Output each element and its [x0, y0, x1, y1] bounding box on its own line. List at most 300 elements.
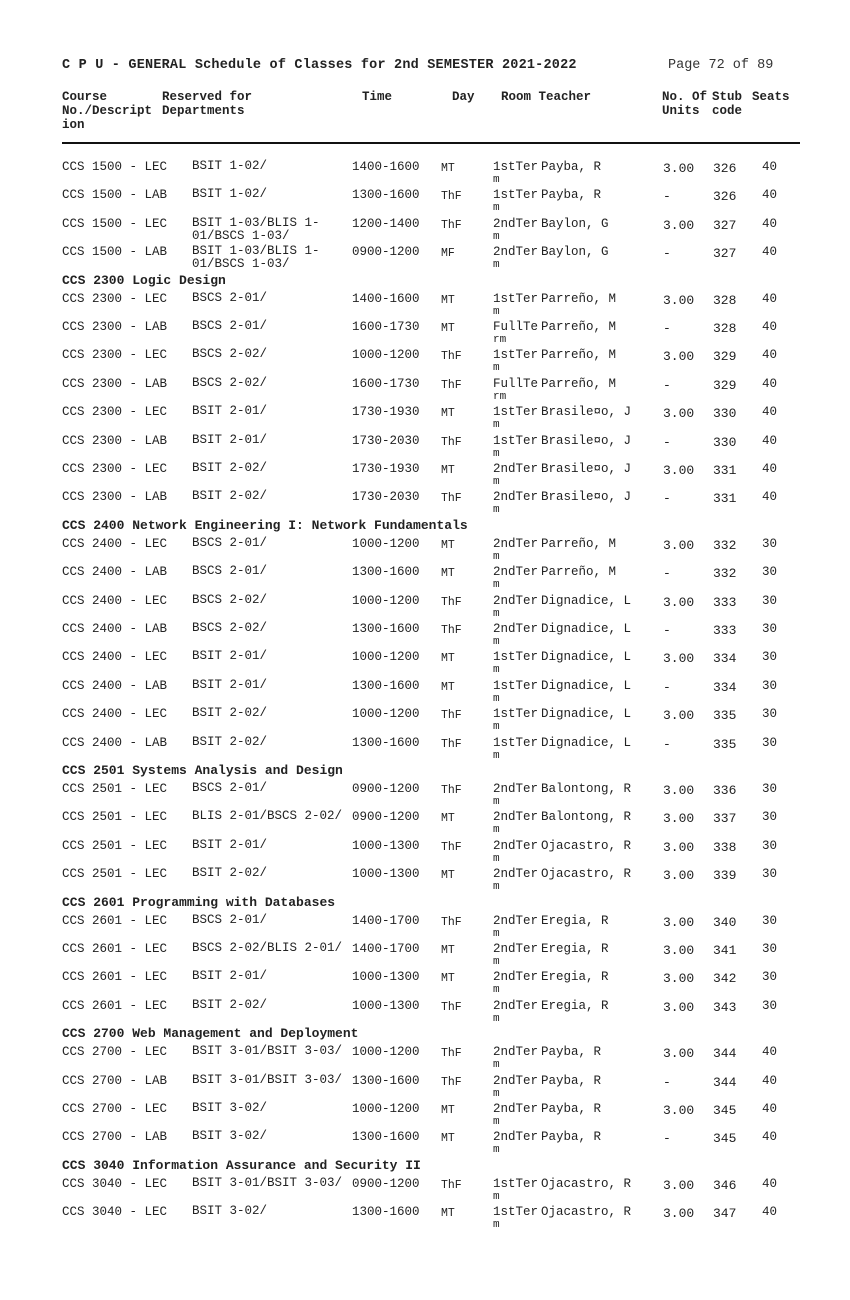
class-day: ThF [441, 1178, 462, 1192]
room: 1stTer [493, 433, 539, 448]
course-code: CCS 2400 - LAB [62, 622, 168, 636]
reserved-departments: BSCS 2-01/ [192, 781, 268, 795]
reserved-departments: BSIT 3-01/BSIT 3-03/ [192, 1175, 343, 1190]
stub-code: 329 [713, 349, 737, 365]
room: FullTe [493, 320, 539, 334]
room: 2ndTer [493, 1045, 539, 1060]
units: - [663, 566, 671, 582]
room: 2ndTer [493, 565, 539, 580]
seats: 40 [762, 1102, 778, 1116]
room: 1stTer [493, 348, 539, 363]
course-code: CCS 2400 - LEC [62, 707, 168, 722]
class-day: MT [441, 293, 455, 307]
class-time: 1400-1600 [352, 160, 420, 174]
table-row [0, 241, 850, 272]
stub-code: 327 [713, 246, 737, 262]
stub-code: 334 [713, 679, 737, 695]
seats: 40 [762, 1073, 778, 1088]
col-reserved-line2: Departments [162, 104, 245, 118]
class-time: 1000-1200 [352, 1102, 420, 1116]
teacher-name: Brasile¤o, J [541, 490, 632, 505]
class-time: 1300-1600 [352, 622, 420, 636]
seats: 30 [762, 735, 778, 750]
table-row [0, 401, 850, 432]
seats: 40 [762, 291, 778, 306]
reserved-departments: BSIT 2-02/ [192, 489, 268, 504]
room: 1stTer [493, 707, 539, 722]
course-code: CCS 2700 - LEC [62, 1102, 168, 1116]
room-suffix: m [493, 504, 500, 517]
room: 2ndTer [493, 838, 539, 853]
teacher-name: Payba, R [541, 1073, 602, 1088]
units: 3.00 [663, 463, 695, 478]
room: 2ndTer [493, 942, 539, 956]
units: 3.00 [663, 971, 695, 987]
class-time: 0900-1200 [352, 245, 420, 260]
course-code: CCS 2400 - LEC [62, 650, 168, 665]
room-suffix: m [493, 1219, 500, 1232]
units: - [663, 679, 671, 695]
seats: 40 [762, 1205, 778, 1220]
course-code: CCS 3040 - LEC [62, 1205, 168, 1220]
course-code: CCS 2601 - LEC [62, 942, 168, 956]
room-suffix: m [493, 664, 500, 677]
class-time: 0900-1200 [352, 782, 420, 796]
teacher-name: Brasile¤o, J [541, 462, 632, 476]
seats: 30 [762, 622, 778, 636]
seats: 30 [762, 998, 778, 1013]
room-suffix: m [493, 550, 500, 563]
reserved-departments: BSCS 2-01/ [192, 319, 268, 333]
table-row [0, 458, 850, 486]
class-day: MT [441, 538, 455, 552]
reserved-departments: BSIT 2-02/ [192, 997, 268, 1012]
table-row [0, 1098, 850, 1126]
room: 2ndTer [493, 245, 539, 260]
units: - [663, 1074, 671, 1090]
teacher-name: Payba, R [541, 188, 602, 203]
table-row [0, 316, 850, 344]
room: 2ndTer [493, 998, 539, 1013]
table-row [0, 561, 850, 592]
units: 3.00 [663, 651, 695, 667]
teacher-name: Payba, R [541, 1045, 602, 1060]
reserved-departments: BSCS 2-02/BLIS 2-01/ [192, 941, 343, 955]
room-suffix: m [493, 447, 500, 460]
table-row [0, 675, 850, 703]
col-units-line1: No. Of [662, 90, 708, 104]
units: 3.00 [663, 1206, 695, 1222]
room-suffix: m [493, 174, 500, 186]
table-row [0, 703, 850, 734]
seats: 30 [762, 838, 778, 853]
units: 3.00 [663, 537, 695, 553]
teacher-name: Ojacastro, R [541, 1176, 632, 1191]
course-code: CCS 2501 - LEC [62, 782, 168, 796]
course-code: CCS 2400 - LAB [62, 565, 168, 580]
stub-code: 334 [713, 651, 737, 667]
units: - [663, 623, 671, 638]
class-day: ThF [441, 378, 462, 392]
units: 3.00 [663, 292, 695, 308]
class-day: ThF [441, 624, 462, 637]
seats: 30 [762, 650, 778, 665]
class-day: MT [441, 407, 455, 421]
units: - [663, 434, 671, 450]
class-time: 0900-1200 [352, 1176, 420, 1191]
room: 1stTer [493, 188, 539, 203]
stub-code: 332 [713, 566, 737, 582]
stub-code: 335 [713, 736, 737, 752]
units: - [663, 377, 671, 393]
room-suffix: m [493, 419, 500, 432]
units: 3.00 [663, 1103, 695, 1118]
room-suffix: m [493, 1059, 500, 1072]
course-section-title: CCS 2700 Web Management and Deployment [62, 1026, 359, 1042]
reserved-departments: BLIS 2-01/BSCS 2-02/ [192, 809, 343, 824]
course-code: CCS 2501 - LEC [62, 867, 168, 882]
stub-code: 337 [713, 811, 737, 827]
class-day: ThF [441, 492, 462, 506]
col-course-line1: Course [62, 90, 108, 104]
col-seats: Seats [752, 90, 790, 104]
col-time: Time [362, 90, 393, 104]
class-day: ThF [441, 1000, 462, 1014]
seats: 40 [762, 1176, 778, 1191]
reserved-departments: BSCS 2-02/ [192, 592, 268, 607]
course-code: CCS 2700 - LAB [62, 1130, 168, 1145]
reserved-departments: BSIT 2-01/ [192, 432, 268, 447]
table-row [0, 430, 850, 458]
seats: 30 [762, 678, 778, 693]
stub-code: 341 [713, 943, 737, 958]
room-suffix: m [493, 476, 500, 488]
class-day: ThF [441, 218, 462, 232]
class-time: 1300-1600 [352, 678, 420, 693]
class-time: 1300-1600 [352, 735, 420, 750]
room: 1stTer [493, 291, 539, 306]
col-course-line3: ion [62, 118, 85, 132]
table-row [0, 590, 850, 618]
class-time: 0900-1200 [352, 810, 420, 825]
seats: 30 [762, 913, 778, 928]
stub-code: 332 [713, 537, 737, 553]
course-code: CCS 2501 - LEC [62, 838, 168, 853]
class-day: ThF [441, 435, 462, 449]
table-row [0, 373, 850, 401]
units: - [663, 1131, 671, 1147]
room: 2ndTer [493, 970, 539, 985]
course-code: CCS 2300 - LAB [62, 490, 168, 505]
reserved-departments: BSCS 2-01/ [192, 564, 268, 579]
table-row [0, 806, 850, 837]
class-time: 1000-1200 [352, 1045, 420, 1060]
course-code: CCS 1500 - LEC [62, 160, 168, 174]
seats: 40 [762, 348, 778, 363]
room: 1stTer [493, 1205, 539, 1220]
class-day: MF [441, 247, 455, 261]
class-time: 1000-1200 [352, 593, 420, 608]
room: 1stTer [493, 405, 539, 420]
class-day: MT [441, 869, 455, 883]
room: 1stTer [493, 650, 539, 665]
stub-code: 345 [713, 1103, 737, 1118]
units: - [663, 736, 671, 752]
units: - [663, 321, 671, 336]
class-time: 1300-1600 [352, 1205, 420, 1220]
table-row [0, 778, 850, 806]
reserved-departments: BSIT 1-03/BLIS 1- 01/BSCS 1-03/ [192, 244, 320, 272]
room-suffix: m [493, 692, 500, 705]
teacher-name: Dignadice, L [541, 678, 632, 693]
seats: 40 [762, 188, 778, 203]
table-row [0, 288, 850, 316]
units: 3.00 [663, 783, 695, 798]
units: 3.00 [663, 914, 695, 930]
room: 1stTer [493, 735, 539, 750]
header-divider [62, 142, 800, 144]
reserved-departments: BSCS 2-01/ [192, 912, 268, 927]
units: - [663, 246, 671, 262]
class-time: 1400-1700 [352, 942, 420, 956]
teacher-name: Ojacastro, R [541, 838, 632, 853]
course-code: CCS 2601 - LEC [62, 998, 168, 1013]
class-time: 1730-1930 [352, 462, 420, 476]
room: 2ndTer [493, 622, 539, 636]
course-section-title: CCS 2601 Programming with Databases [62, 894, 336, 910]
units: 3.00 [663, 1046, 695, 1062]
room-suffix: m [493, 1087, 500, 1100]
teacher-name: Dignadice, L [541, 650, 632, 665]
teacher-name: Parreño, M [541, 320, 617, 334]
room-suffix: m [493, 230, 500, 243]
room-suffix: m [493, 259, 500, 272]
reserved-departments: BSIT 2-01/ [192, 677, 268, 692]
table-row [0, 863, 850, 894]
table-row [0, 1126, 850, 1157]
course-code: CCS 2300 - LEC [62, 405, 168, 420]
teacher-name: Parreño, M [541, 536, 617, 551]
room: 1stTer [493, 678, 539, 693]
class-time: 1000-1200 [352, 348, 420, 363]
room-suffix: m [493, 1012, 500, 1025]
reserved-departments: BSIT 2-01/ [192, 837, 268, 852]
stub-code: 326 [713, 189, 737, 205]
teacher-name: Ojacastro, R [541, 1205, 632, 1220]
course-code: CCS 2700 - LAB [62, 1073, 168, 1088]
room: 2ndTer [493, 913, 539, 928]
class-day: MT [441, 567, 455, 581]
stub-code: 344 [713, 1074, 737, 1090]
stub-code: 335 [713, 708, 737, 724]
course-code: CCS 1500 - LEC [62, 216, 168, 231]
table-row [0, 966, 850, 997]
reserved-departments: BSIT 2-01/ [192, 649, 268, 664]
class-day: ThF [441, 350, 462, 364]
page-number: Page 72 of 89 [668, 58, 774, 73]
units: 3.00 [663, 868, 695, 884]
table-row [0, 938, 850, 966]
class-day: MT [441, 1132, 455, 1146]
reserved-departments: BSCS 2-02/ [192, 621, 268, 635]
class-day: ThF [441, 595, 462, 609]
room: 1stTer [493, 1176, 539, 1191]
room: 1stTer [493, 160, 539, 174]
stub-code: 333 [713, 594, 737, 610]
stub-code: 338 [713, 839, 737, 855]
class-time: 1300-1600 [352, 565, 420, 580]
room-suffix: m [493, 852, 500, 865]
class-day: ThF [441, 840, 462, 854]
seats: 30 [762, 565, 778, 580]
class-time: 1730-2030 [352, 433, 420, 448]
reserved-departments: BSCS 2-02/ [192, 375, 268, 390]
course-code: CCS 2501 - LEC [62, 810, 168, 825]
seats: 40 [762, 462, 778, 476]
col-units-line2: Units [662, 104, 700, 118]
room: 2ndTer [493, 490, 539, 505]
seats: 40 [762, 1130, 778, 1145]
reserved-departments: BSIT 3-02/ [192, 1204, 268, 1219]
course-code: CCS 2601 - LEC [62, 913, 168, 928]
class-time: 1300-1600 [352, 188, 420, 203]
class-time: 1000-1200 [352, 536, 420, 551]
course-code: CCS 2400 - LAB [62, 735, 168, 750]
class-day: MT [441, 812, 455, 826]
teacher-name: Baylon, G [541, 216, 609, 231]
units: 3.00 [663, 1177, 695, 1193]
seats: 40 [762, 216, 778, 231]
course-section-title: CCS 2400 Network Engineering I: Network Fundamentals [62, 517, 468, 533]
class-time: 1600-1730 [352, 376, 420, 391]
room-suffix: m [493, 824, 500, 837]
reserved-departments: BSIT 1-02/ [192, 159, 268, 173]
class-time: 1400-1700 [352, 913, 420, 928]
class-day: ThF [441, 190, 462, 204]
room: 2ndTer [493, 810, 539, 825]
room: 2ndTer [493, 536, 539, 551]
teacher-name: Payba, R [541, 160, 602, 174]
stub-code: 343 [713, 999, 737, 1015]
course-code: CCS 1500 - LAB [62, 188, 168, 203]
room-suffix: m [493, 796, 500, 808]
room: 2ndTer [493, 1130, 539, 1145]
seats: 30 [762, 970, 778, 985]
seats: 30 [762, 942, 778, 956]
reserved-departments: BSCS 2-01/ [192, 290, 268, 305]
table-row [0, 1173, 850, 1201]
teacher-name: Eregia, R [541, 998, 609, 1013]
course-code: CCS 2300 - LAB [62, 433, 168, 448]
teacher-name: Dignadice, L [541, 593, 632, 608]
room-suffix: m [493, 202, 500, 215]
class-time: 1000-1200 [352, 707, 420, 722]
table-row [0, 646, 850, 677]
units: 3.00 [663, 708, 695, 724]
class-day: MT [441, 972, 455, 986]
reserved-departments: BSIT 2-02/ [192, 866, 268, 881]
seats: 40 [762, 160, 778, 174]
room-suffix: m [493, 956, 500, 968]
room-suffix: m [493, 579, 500, 592]
seats: 40 [762, 320, 778, 334]
room-suffix: m [493, 1116, 500, 1128]
units: 3.00 [663, 839, 695, 855]
class-day: MT [441, 162, 455, 175]
teacher-name: Parreño, M [541, 565, 617, 580]
class-time: 1730-2030 [352, 490, 420, 505]
reserved-departments: BSIT 2-02/ [192, 706, 268, 721]
room: 2ndTer [493, 782, 539, 796]
units: 3.00 [663, 406, 695, 422]
class-day: MT [441, 464, 455, 477]
course-code: CCS 2400 - LEC [62, 593, 168, 608]
teacher-name: Eregia, R [541, 970, 609, 985]
class-time: 1600-1730 [352, 320, 420, 334]
units: 3.00 [663, 161, 695, 176]
course-code: CCS 3040 - LEC [62, 1176, 168, 1191]
class-time: 1400-1600 [352, 291, 420, 306]
stub-code: 330 [713, 406, 737, 422]
course-code: CCS 2300 - LAB [62, 320, 168, 334]
units: 3.00 [663, 217, 695, 233]
course-section-title: CCS 3040 Information Assurance and Security II [62, 1157, 421, 1173]
teacher-name: Balontong, R [541, 782, 632, 796]
stub-code: 326 [713, 161, 737, 176]
seats: 30 [762, 593, 778, 608]
course-code: CCS 2300 - LEC [62, 348, 168, 363]
seats: 30 [762, 782, 778, 796]
room-suffix: m [493, 607, 500, 620]
room: 2ndTer [493, 867, 539, 882]
col-stub-line2: code [712, 104, 743, 118]
teacher-name: Dignadice, L [541, 735, 632, 750]
table-row [0, 486, 850, 517]
room-suffix: m [493, 984, 500, 997]
table-row [0, 995, 850, 1023]
seats: 40 [762, 433, 778, 448]
seats: 30 [762, 707, 778, 722]
seats: 30 [762, 810, 778, 825]
stub-code: 328 [713, 321, 737, 336]
col-course-line2: No./Descript [62, 104, 153, 118]
stub-code: 329 [713, 377, 737, 393]
reserved-departments: BSIT 2-02/ [192, 461, 268, 475]
seats: 40 [762, 1045, 778, 1060]
course-code: CCS 2700 - LEC [62, 1045, 168, 1060]
stub-code: 344 [713, 1046, 737, 1062]
class-day: MT [441, 322, 455, 335]
col-room-teacher: Room Teacher [501, 90, 592, 104]
stub-code: 328 [713, 292, 737, 308]
course-code: CCS 2300 - LEC [62, 462, 168, 476]
stub-code: 339 [713, 868, 737, 884]
units: 3.00 [663, 999, 695, 1015]
room-suffix: m [493, 305, 500, 318]
units: - [663, 189, 671, 205]
reserved-departments: BSIT 3-02/ [192, 1129, 268, 1144]
table-row [0, 533, 850, 561]
course-section-title: CCS 2300 Logic Design [62, 272, 226, 288]
room-suffix: rm [493, 390, 507, 403]
stub-code: 330 [713, 434, 737, 450]
course-code: CCS 2400 - LEC [62, 536, 168, 551]
room: 2ndTer [493, 216, 539, 231]
class-day: MT [441, 944, 455, 957]
class-time: 1000-1200 [352, 650, 420, 665]
room: 2ndTer [493, 462, 539, 476]
stub-code: 327 [713, 217, 737, 233]
